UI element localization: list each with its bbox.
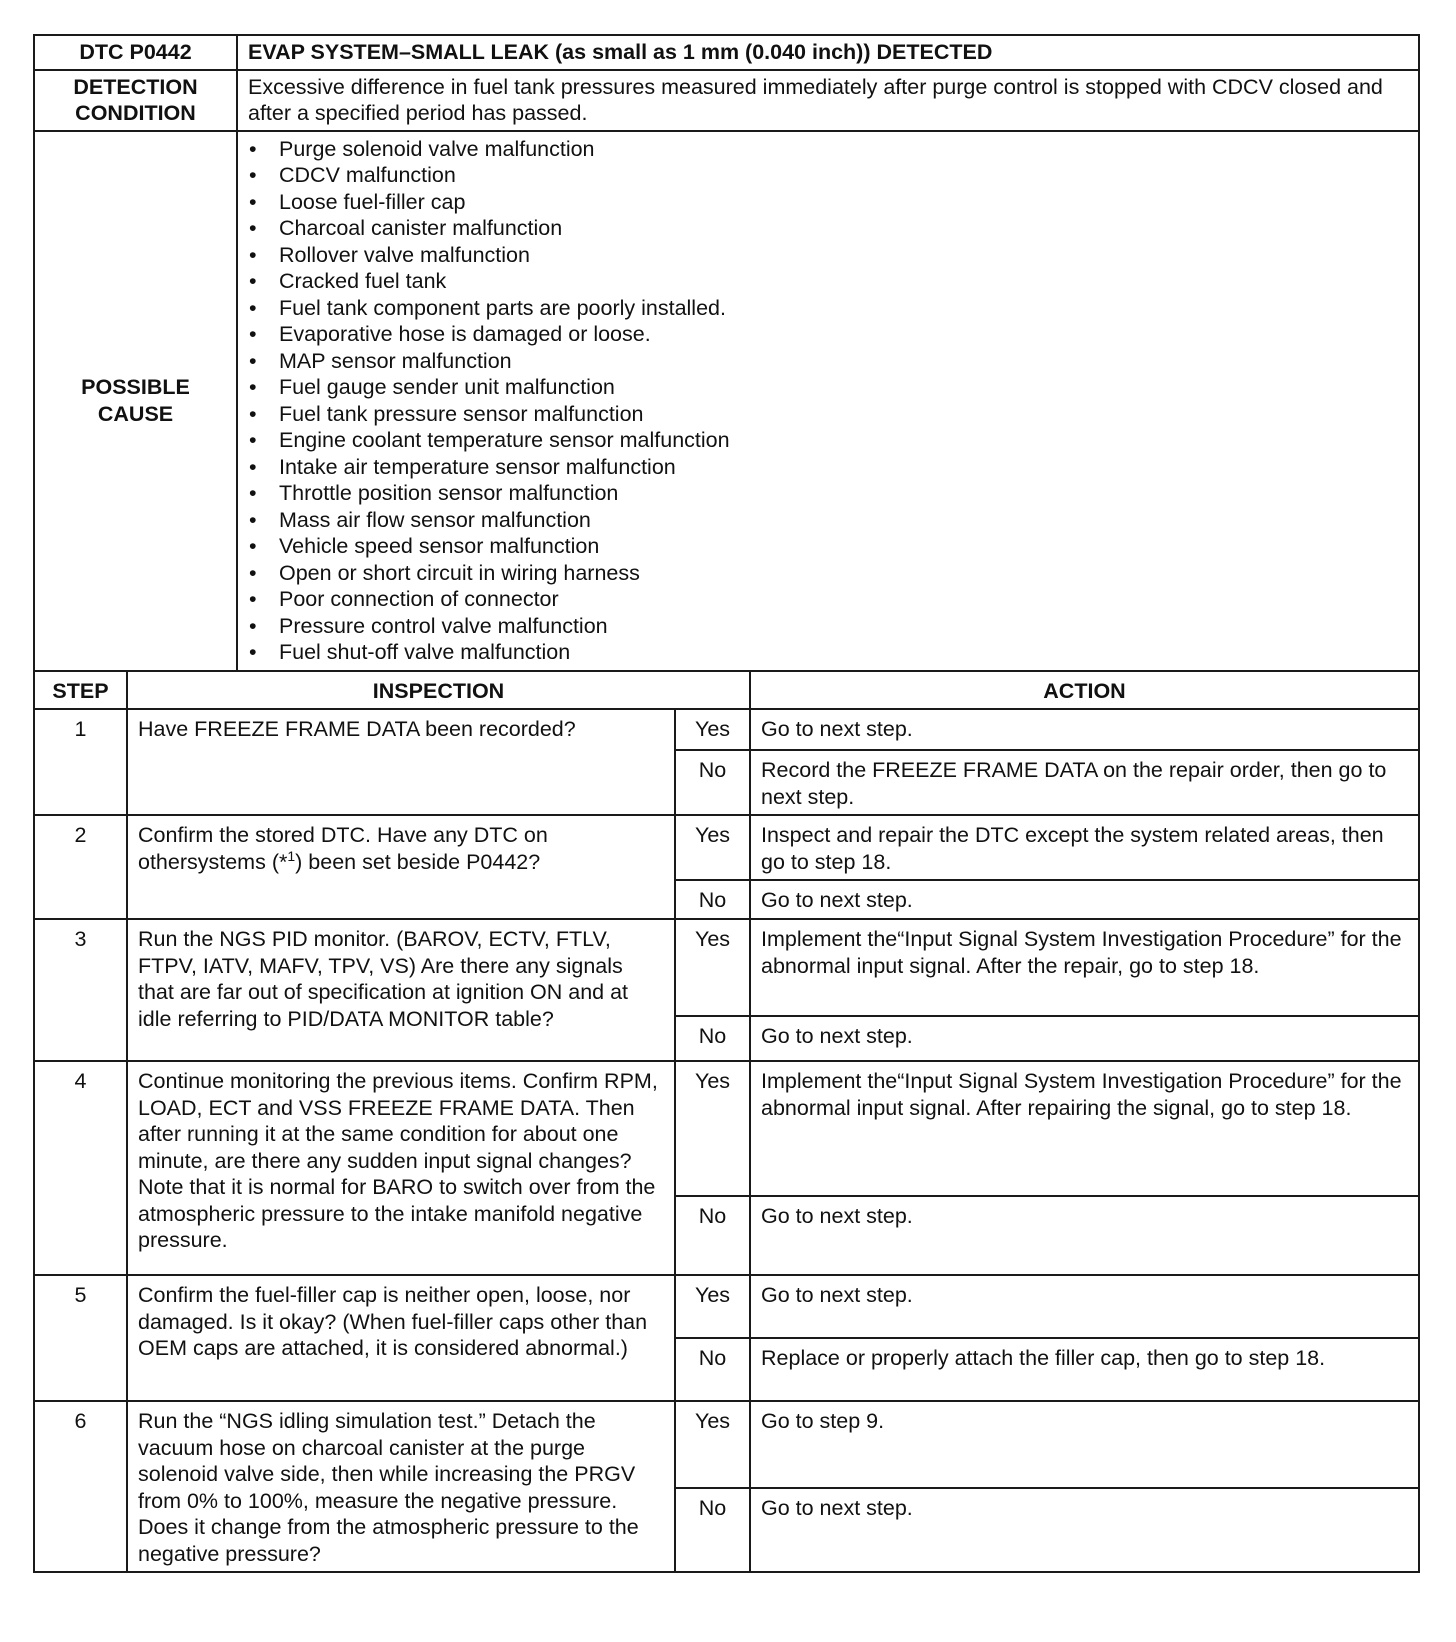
cause-item: • Fuel gauge sender unit malfunction — [249, 374, 1417, 401]
cause-item: • Cracked fuel tank — [249, 268, 1417, 295]
no-action: Go to next step. — [750, 880, 1419, 919]
dtc-procedure-sheet — [33, 34, 1420, 1573]
step-number: 4 — [34, 1061, 127, 1275]
col-inspection-header: INSPECTION — [127, 671, 750, 710]
no-action: Replace or properly attach the filler cap, then go to step 18. — [750, 1338, 1419, 1401]
cause-item: • Open or short circuit in wiring harness — [249, 560, 1417, 587]
no-label: No — [675, 1016, 750, 1061]
no-label: No — [675, 880, 750, 919]
cause-item: • Engine coolant temperature sensor malfunction — [249, 427, 1417, 454]
yes-label: Yes — [675, 1275, 750, 1338]
cause-item: • Fuel tank pressure sensor malfunction — [249, 401, 1417, 428]
cause-item: • Loose fuel-filler cap — [249, 189, 1417, 216]
cause-item: • Mass air flow sensor malfunction — [249, 507, 1417, 534]
step-row — [34, 919, 1419, 1016]
possible-cause-row — [34, 131, 1419, 671]
yes-label: Yes — [675, 815, 750, 880]
step-number: 1 — [34, 709, 127, 815]
col-step-header: STEP — [34, 671, 127, 710]
yes-action: Implement the“Input Signal System Investigation Procedure” for the abnormal input signal. After repairing the signal, go to step 18. — [750, 1061, 1419, 1196]
possible-cause-label — [34, 131, 237, 671]
cause-item: • Charcoal canister malfunction — [249, 215, 1417, 242]
step-number: 6 — [34, 1401, 127, 1572]
cause-item: • MAP sensor malfunction — [249, 348, 1417, 375]
cause-item: • Pressure control valve malfunction — [249, 613, 1417, 640]
step-inspection: Have FREEZE FRAME DATA been recorded? — [127, 709, 675, 815]
cause-item: • Throttle position sensor malfunction — [249, 480, 1417, 507]
yes-label: Yes — [675, 709, 750, 750]
step-inspection — [127, 815, 675, 919]
yes-label: Yes — [675, 1401, 750, 1488]
detection-row — [34, 70, 1419, 131]
yes-action: Implement the“Input Signal System Investigation Procedure” for the abnormal input signal. After the repair, go to step 18. — [750, 919, 1419, 1016]
step-row — [34, 1061, 1419, 1196]
yes-action: Go to next step. — [750, 1275, 1419, 1338]
detection-text: Excessive difference in fuel tank pressures measured immediately after purge control is stopped with CDCV closed and after a specified period has passed. — [237, 70, 1419, 131]
step-inspection: Run the NGS PID monitor. (BAROV, ECTV, FTLV, FTPV, IATV, MAFV, TPV, VS) Are there any signals that are far out of specification at ignition ON and at idle referring to PID/DATA MONITOR table? — [127, 919, 675, 1061]
cause-item: • Fuel shut-off valve malfunction — [249, 639, 1417, 666]
cause-item: • Intake air temperature sensor malfunction — [249, 454, 1417, 481]
no-label: No — [675, 750, 750, 815]
yes-action: Inspect and repair the DTC except the system related areas, then go to step 18. — [750, 815, 1419, 880]
cause-item: • Evaporative hose is damaged or loose. — [249, 321, 1417, 348]
cause-item: • Vehicle speed sensor malfunction — [249, 533, 1417, 560]
cause-item: • Fuel tank component parts are poorly installed. — [249, 295, 1417, 322]
cause-item: • Rollover valve malfunction — [249, 242, 1417, 269]
cause-item: • Poor connection of connector — [249, 586, 1417, 613]
step-inspection-text: ) been set beside P0442? — [295, 849, 541, 874]
possible-cause-cell — [237, 131, 1419, 671]
step-number: 3 — [34, 919, 127, 1061]
step-row — [34, 815, 1419, 880]
step-inspection: Run the “NGS idling simulation test.” Detach the vacuum hose on charcoal canister at the purge solenoid valve side, then while increasing the PRGV from 0% to 100%, measure the negative pressure. Does it change from the atmospheric pressure to the negative pressure? — [127, 1401, 675, 1572]
step-inspection: Continue monitoring the previous items. Confirm RPM, LOAD, ECT and VSS FREEZE FRAME DATA. Then after running it at the same condition for about one minute, are there any sudden input signal changes? Note that it is normal for BARO to switch over from the atmospheric pressure to the intake manifold negative pressure. — [127, 1061, 675, 1275]
detection-label-line2: CONDITION — [75, 101, 196, 125]
cause-item: • CDCV malfunction — [249, 162, 1417, 189]
step-number: 2 — [34, 815, 127, 919]
step-row — [34, 709, 1419, 750]
no-label: No — [675, 1338, 750, 1401]
dtc-title: EVAP SYSTEM–SMALL LEAK (as small as 1 mm (0.040 inch)) DETECTED — [237, 35, 1419, 70]
step-row — [34, 1401, 1419, 1488]
cause-list — [239, 133, 1417, 669]
yes-label: Yes — [675, 1061, 750, 1196]
step-inspection: Confirm the fuel-filler cap is neither open, loose, nor damaged. Is it okay? (When fuel-filler caps other than OEM caps are attached, it is considered abnormal.) — [127, 1275, 675, 1401]
no-action: Go to next step. — [750, 1488, 1419, 1572]
yes-action: Go to next step. — [750, 709, 1419, 750]
step-number: 5 — [34, 1275, 127, 1401]
cause-label-line2: CAUSE — [97, 401, 174, 426]
no-label: No — [675, 1488, 750, 1572]
no-action: Record the FREEZE FRAME DATA on the repair order, then go to next step. — [750, 750, 1419, 815]
no-label: No — [675, 1196, 750, 1275]
detection-label-line1: DETECTION — [73, 74, 198, 99]
step-inspection-text: Confirm the stored DTC. Have any DTC on othersystems (* — [138, 823, 548, 874]
col-action-header: ACTION — [750, 671, 1419, 710]
dtc-title-row — [34, 35, 1419, 70]
no-action: Go to next step. — [750, 1016, 1419, 1061]
dtc-header-table — [33, 34, 1420, 672]
cause-item: • Purge solenoid valve malfunction — [249, 136, 1417, 163]
steps-header-row — [34, 671, 1419, 710]
detection-label — [34, 70, 237, 131]
footnote-mark: 1 — [287, 847, 296, 864]
dtc-code: DTC P0442 — [34, 35, 237, 70]
steps-table — [33, 670, 1420, 1574]
cause-label-line1: POSSIBLE — [81, 375, 190, 399]
no-action: Go to next step. — [750, 1196, 1419, 1275]
yes-action: Go to step 9. — [750, 1401, 1419, 1488]
yes-label: Yes — [675, 919, 750, 1016]
step-row — [34, 1275, 1419, 1338]
